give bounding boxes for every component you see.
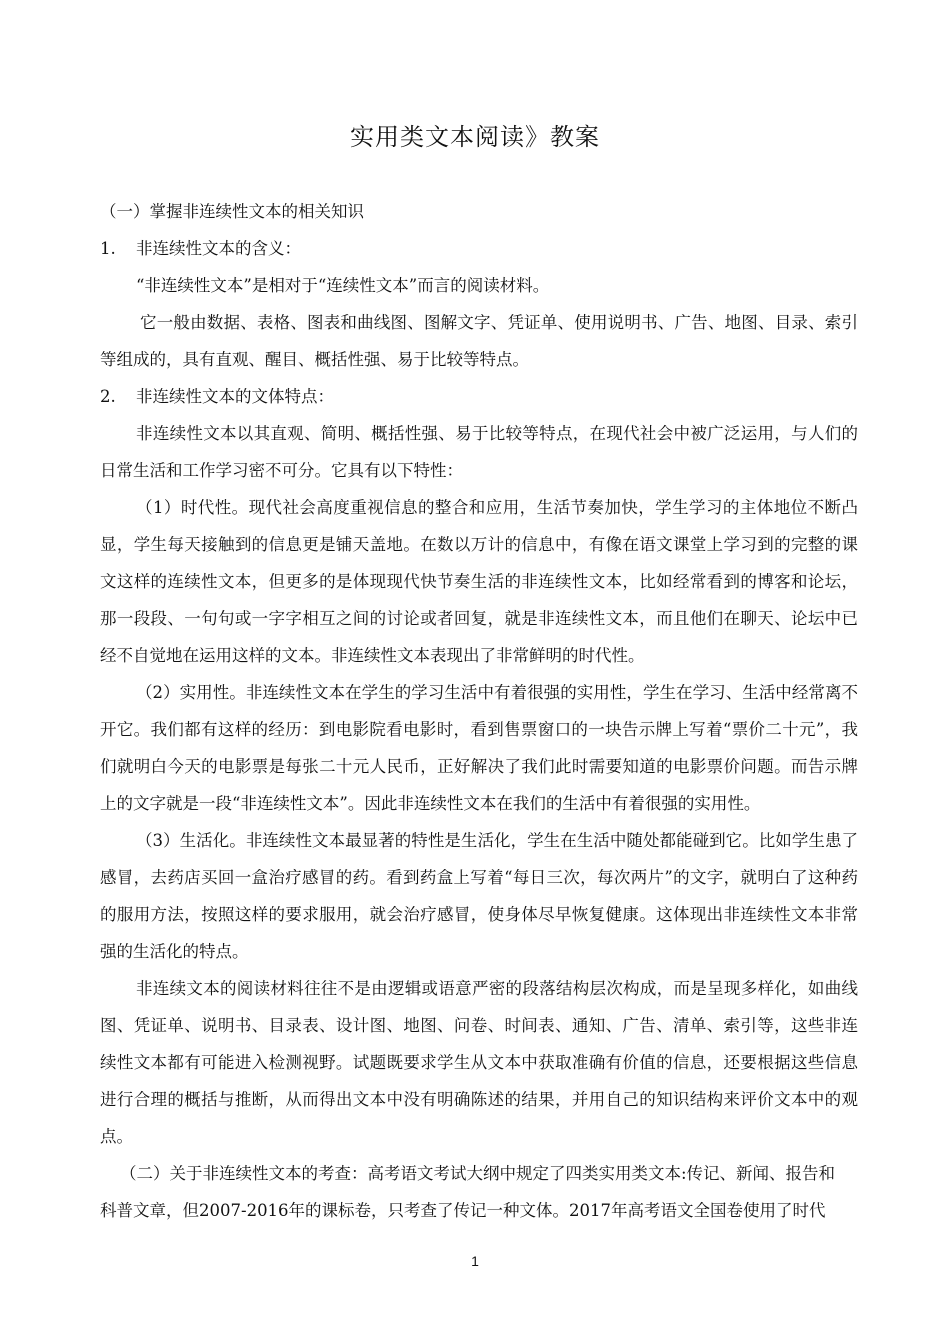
- document-body: [100, 193, 858, 1229]
- paragraph-definition-2: 它一般由数据、表格、图表和曲线图、图解文字、凭证单、使用说明书、广告、地图、目录、索引等组成的，具有直观、醒目、概括性强、易于比较等特点。: [100, 313, 858, 369]
- paragraph-trait-daily-life: （3）生活化。非连续性文本最显著的特性是生活化，学生在生活中随处都能碰到它。比如学生患了感冒，去药店买回一盒治疗感冒的药。看到药盒上写着“每日三次，每次两片”的文字，就明白了这种药的服用方法，按照这样的要求服用，就会治疗感冒，使身体尽早恢复健康。这体现出非连续性文本非常强的生活化的特点。: [100, 831, 858, 961]
- document-title: 实用类文本阅读》教案: [350, 123, 600, 151]
- paragraph-feature-intro: 非连续性文本以其直观、简明、概括性强、易于比较等特点，在现代社会中被广泛运用，与人们的日常生活和工作学习密不可分。它具有以下特性：: [100, 424, 858, 480]
- section-2-continued: 科普文章，但2007-2016年的课标卷，只考查了传记一种文体。2017年高考语文全国卷使用了时代: [100, 1201, 826, 1220]
- list-item-2: [100, 378, 858, 415]
- paragraph-definition-1: “非连续性文本”是相对于“连续性文本”而言的阅读材料。: [136, 276, 550, 295]
- paragraph-trait-timeliness: （1）时代性。现代社会高度重视信息的整合和应用，生活节奏加快，学生学习的主体地位不断凸显，学生每天接触到的信息更是铺天盖地。在数以万计的信息中，有像在语文课堂上学习到的完整的课文这样的连续性文本，但更多的是体现现代快节奏生活的非连续性文本，比如经常看到的博客和论坛，那一段段、一句句或一字字相互之间的讨论或者回复，就是非连续性文本，而且他们在聊天、论坛中已经不自觉地在运用这样的文本。非连续性文本表现出了非常鲜明的时代性。: [100, 498, 858, 665]
- paragraph-trait-practicality: （2）实用性。非连续性文本在学生的学习生活中有着很强的实用性，学生在学习、生活中经常离不开它。我们都有这样的经历：到电影院看电影时，看到售票窗口的一块告示牌上写着“票价二十元”，我们就明白今天的电影票是每张二十元人民币，正好解决了我们此时需要知道的电影票价问题。而告示牌上的文字就是一段“非连续性文本”。因此非连续性文本在我们的生活中有着很强的实用性。: [100, 683, 858, 813]
- list-item-1: [100, 230, 858, 267]
- list-item-label: 非连续性文本的文体特点：: [136, 387, 334, 406]
- paragraph-materials: 非连续文本的阅读材料往往不是由逻辑或语意严密的段落结构层次构成，而是呈现多样化，如曲线图、凭证单、说明书、目录表、设计图、地图、问卷、时间表、通知、广告、清单、索引等，这些非连续性文本都有可能进入检测视野。试题既要求学生从文本中获取准确有价值的信息，还要根据这些信息进行合理的概括与推断，从而得出文本中没有明确陈述的结果，并用自己的知识结构来评价文本中的观点。: [100, 979, 858, 1146]
- list-item-number: 1.: [100, 239, 116, 258]
- page-number: 1: [471, 1253, 479, 1269]
- section-heading-1: （一）掌握非连续性文本的相关知识: [100, 202, 364, 221]
- section-heading-2: （二）关于非连续性文本的考查：高考语文考试大纲中规定了四类实用类文本:传记、新闻、报告和: [120, 1164, 836, 1183]
- list-item-number: 2.: [100, 387, 116, 406]
- list-item-label: 非连续性文本的含义：: [136, 239, 301, 258]
